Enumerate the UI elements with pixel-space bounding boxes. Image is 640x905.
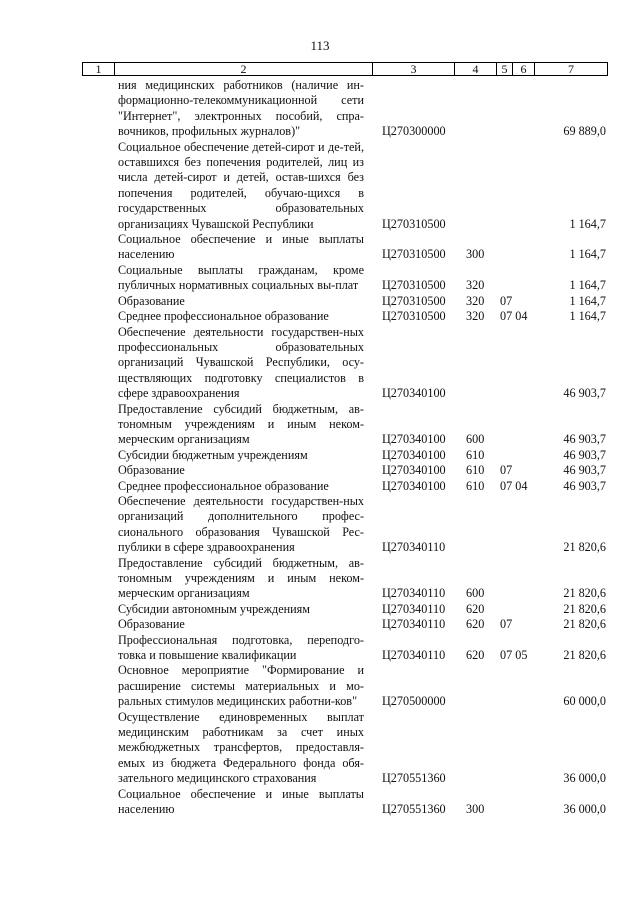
table-row [0,663,640,709]
table-row [0,479,640,494]
table-row [0,140,640,232]
row-amount: 60 000,0 [563,694,606,709]
row-amount: 46 903,7 [563,463,606,478]
row-amount: 46 903,7 [563,478,606,493]
row-expense-type: 620 [466,617,485,632]
table-row [0,402,640,448]
row-target-code: Ц270340100 [382,432,446,447]
row-expense-type: 610 [466,447,485,462]
row-section-code: 07 [500,617,513,632]
table-row [0,78,640,140]
row-target-code: Ц270310500 [382,309,446,324]
table-row [0,633,640,664]
page-number: 113 [310,38,330,53]
row-name: Среднее профессиональное образование [118,478,329,493]
row-name: Социальные выплаты гражданам, кроме публичных нормативных социальных вы-плат [118,262,364,293]
row-amount: 1 164,7 [569,216,606,231]
row-target-code: Ц270310500 [382,247,446,262]
row-target-code: Ц270551360 [382,802,446,817]
row-target-code: Ц270340100 [382,478,446,493]
row-expense-type: 320 [466,309,485,324]
row-target-code: Ц270340110 [382,617,446,632]
table-row [0,494,640,556]
row-name: Осуществление единовременных выплат медицинским работникам за счет иных межбюджетных трансфертов, предоставля-емых из бюджета Федерального фонда обя-зательного медицинского страхования [118,709,364,786]
row-name: Профессиональная подготовка, переподго-товка и повышение квалификации [118,632,364,663]
table-row [0,463,640,478]
row-target-code: Ц270340110 [382,601,446,616]
row-expense-type: 320 [466,278,485,293]
table-row [0,232,640,263]
row-name: Обеспечение деятельности государствен-ных профессиональных образовательных организаций Чувашской Республики, осу-ществляющих подготовку специалистов в сфере здравоохранения [118,324,364,401]
row-expense-type: 600 [466,586,485,601]
row-amount: 21 820,6 [563,540,606,555]
column-header-4: 4 [455,63,497,75]
row-name: Образование [118,463,185,478]
table-row [0,325,640,402]
row-section-code: 07 [500,463,513,478]
row-target-code: Ц270310500 [382,293,446,308]
row-name: Социальное обеспечение детей-сирот и де-тей, оставшихся без попечения родителей, лиц из числа детей-сирот и детей, остав-шихся без попечения родителей, обучаю-щихся в государственных образовательных организациях Чувашской Республики [118,139,364,231]
column-header-5: 5 [497,63,513,75]
row-name: Обеспечение деятельности государствен-ных организаций дополнительного профес-сионального образования Чувашской Рес-публики в сфере здравоохранения [118,493,364,555]
row-target-code: Ц270340100 [382,447,446,462]
row-amount: 1 164,7 [569,309,606,324]
column-header-2: 2 [115,63,373,75]
column-header-3: 3 [373,63,455,75]
row-target-code: Ц270340110 [382,540,446,555]
table-row [0,309,640,324]
table-row [0,617,640,632]
row-name: Социальное обеспечение и иные выплаты населению [118,786,364,817]
row-expense-type: 300 [466,247,485,262]
row-section-code: 07 [500,293,513,308]
row-target-code: Ц270310500 [382,216,446,231]
row-target-code: Ц270340100 [382,386,446,401]
row-amount: 36 000,0 [563,802,606,817]
row-section-code: 07 05 [500,648,528,663]
row-expense-type: 610 [466,463,485,478]
row-target-code: Ц270340100 [382,463,446,478]
row-expense-type: 320 [466,293,485,308]
row-name: Среднее профессиональное образование [118,309,329,324]
row-amount: 36 000,0 [563,771,606,786]
row-section-code: 07 04 [500,309,528,324]
row-section-code: 07 04 [500,478,528,493]
row-target-code: Ц270340110 [382,586,446,601]
row-target-code: Ц270300000 [382,124,446,139]
row-amount: 21 820,6 [563,601,606,616]
row-expense-type: 620 [466,648,485,663]
row-amount: 46 903,7 [563,386,606,401]
table-row [0,556,640,602]
column-header-7: 7 [568,62,574,76]
row-amount: 1 164,7 [569,293,606,308]
row-amount: 21 820,6 [563,617,606,632]
row-amount: 46 903,7 [563,432,606,447]
row-expense-type: 620 [466,601,485,616]
column-header-1: 1 [83,63,115,75]
table-row [0,710,640,787]
row-amount: 21 820,6 [563,586,606,601]
row-target-code: Ц270500000 [382,694,446,709]
row-name: Социальное обеспечение и иные выплаты населению [118,232,364,262]
table-header [82,62,608,76]
row-expense-type: 610 [466,478,485,493]
row-amount: 21 820,6 [563,648,606,663]
row-name: Основное мероприятие "Формирование и расширение системы материальных и мо-ральных стимулов медицинских работни-ков" [118,663,364,709]
row-target-code: Ц270551360 [382,771,446,786]
row-expense-type: 300 [466,802,485,817]
row-name: ния медицинских работников (наличие ин-формационно-телекоммуникационной сети "Интернет", электронных пособий, спра-вочников, профильных журналов)" [118,78,364,139]
table-row [0,602,640,617]
table-row [0,448,640,463]
row-amount: 46 903,7 [563,447,606,462]
table-row [0,263,640,294]
row-name: Предоставление субсидий бюджетным, ав-тономным учреждениям и иным неком-мерческим организациям [118,555,364,601]
row-amount: 1 164,7 [569,247,606,262]
column-header-6: 6 [513,63,535,75]
row-name: Субсидии бюджетным учреждениям [118,447,308,462]
row-name: Образование [118,293,185,308]
row-target-code: Ц270340110 [382,648,446,663]
table-row [0,787,640,818]
row-target-code: Ц270310500 [382,278,446,293]
row-name: Образование [118,617,185,632]
row-name: Предоставление субсидий бюджетным, ав-тономным учреждениям и иным неком-мерческим организациям [118,401,364,447]
row-name: Субсидии автономным учреждениям [118,601,310,616]
table-body [0,78,640,818]
row-amount: 69 889,0 [563,124,606,139]
row-amount: 1 164,7 [569,278,606,293]
row-expense-type: 600 [466,432,485,447]
table-row [0,294,640,309]
